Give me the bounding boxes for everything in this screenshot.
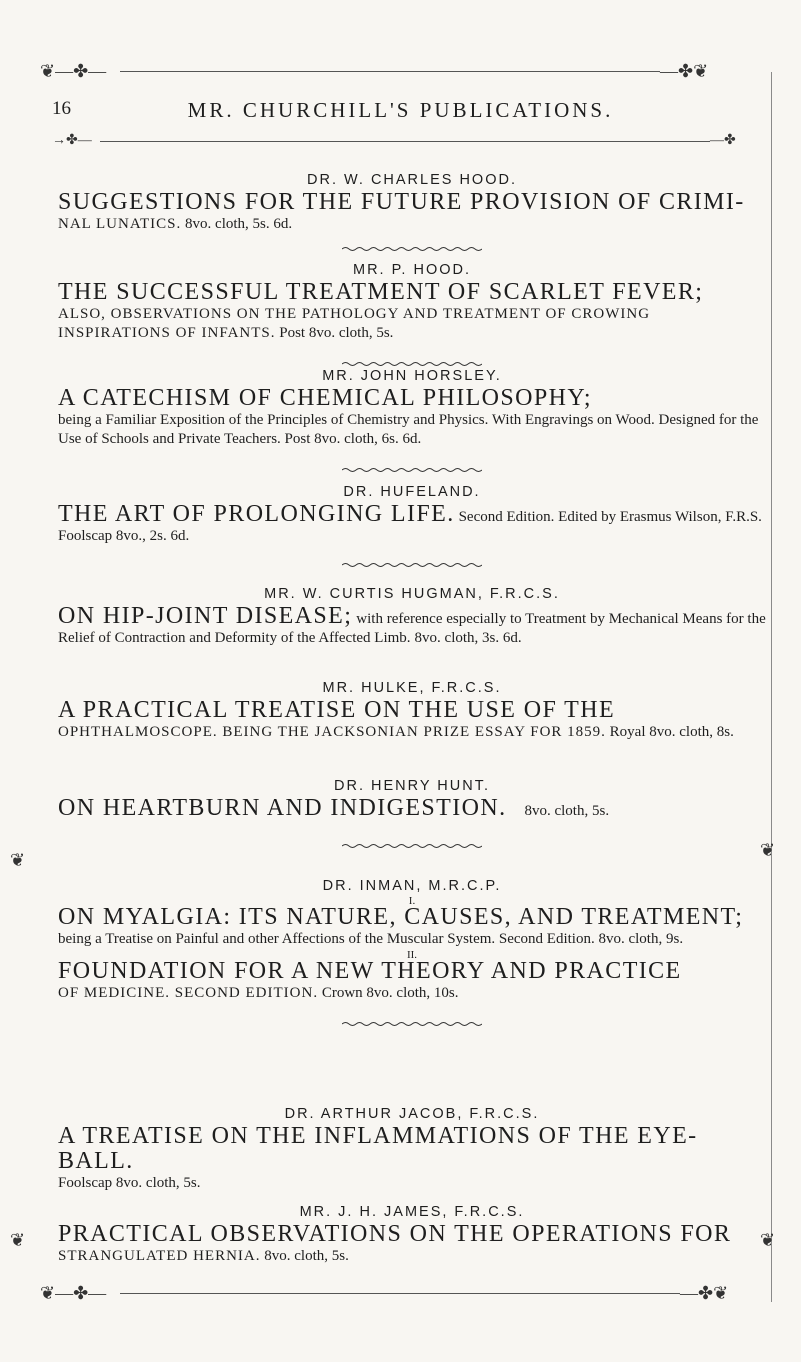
running-title: MR. CHURCHILL'S PUBLICATIONS. bbox=[187, 98, 614, 122]
entry-details: 8vo. cloth, 5s. 6d. bbox=[185, 216, 293, 233]
entry-title: ON MYALGIA: ITS NATURE, CAUSES, AND TREATMENT; bbox=[58, 904, 744, 930]
header-ornament-lower-right-icon: —✤ bbox=[710, 133, 736, 148]
page-number: 16 bbox=[52, 98, 71, 119]
entry-title-second-continued: OF MEDICINE. SECOND EDITION. bbox=[58, 985, 319, 1002]
entry-author: DR. ARTHUR JACOB, F.R.C.S. bbox=[284, 1106, 540, 1122]
entry-title-continued: Second Edition. Edited by Erasmus Wilson, F.R.S. bbox=[458, 509, 762, 525]
entry-author: MR. J. H. JAMES, F.R.C.S. bbox=[299, 1204, 525, 1220]
wavy-separator bbox=[342, 843, 482, 849]
entry-title: A TREATISE ON THE INFLAMMATIONS OF THE EYE-BALL. bbox=[58, 1123, 698, 1175]
entry-details: 8vo. cloth, 5s. bbox=[524, 803, 610, 819]
entry-james bbox=[58, 1204, 766, 1266]
entry-details: Foolscap 8vo. cloth, 5s. bbox=[58, 1175, 201, 1192]
entry-author: DR. W. CHARLES HOOD. bbox=[307, 172, 517, 188]
wavy-separator bbox=[342, 1021, 482, 1027]
entry-author: MR. P. HOOD. bbox=[353, 262, 471, 278]
entry-details-second: Crown 8vo. cloth, 10s. bbox=[321, 985, 459, 1002]
entry-author: MR. W. CURTIS HUGMAN, F.R.C.S. bbox=[264, 586, 560, 602]
entry-title-continued: ALSO, OBSERVATIONS ON THE PATHOLOGY AND TREATMENT OF CROWING INSPIRATIONS OF INFANTS. bbox=[58, 306, 651, 341]
entry-title: THE SUCCESSFUL TREATMENT OF SCARLET FEVER; bbox=[58, 279, 704, 305]
entry-title: SUGGESTIONS FOR THE FUTURE PROVISION OF CRIMI- bbox=[58, 189, 745, 215]
entry-hood-p bbox=[58, 262, 766, 367]
footer-rule bbox=[120, 1293, 680, 1294]
entry-title-continued: NAL LUNATICS. bbox=[58, 216, 182, 233]
entry-details: 8vo. cloth, 9s. bbox=[598, 931, 684, 948]
entry-roman-one: I. bbox=[408, 895, 416, 907]
entry-title-continued: STRANGULATED HERNIA. bbox=[58, 1248, 261, 1265]
entry-title-continued: being a Familiar Exposition of the Principles of Chemistry and Physics. With Engravings on Wood. Designed for the Use of Schools and Private Teachers. bbox=[58, 412, 759, 447]
entry-author: MR. HULKE, F.R.C.S. bbox=[322, 680, 502, 696]
entry-author: DR. INMAN, M.R.C.P. bbox=[322, 878, 502, 894]
header-ornament-lower-left-icon: →✤— bbox=[52, 133, 92, 148]
wavy-separator bbox=[342, 361, 482, 367]
entry-author: DR. HENRY HUNT. bbox=[334, 778, 490, 794]
entry-jacob bbox=[58, 1106, 766, 1193]
margin-ornament-left2-icon: ❦ bbox=[10, 1230, 26, 1250]
entry-details: Post 8vo. cloth, 5s. bbox=[279, 324, 394, 341]
header-ornament-right-icon: —✤❦ bbox=[660, 61, 709, 81]
wavy-separator bbox=[342, 467, 482, 473]
entry-title: ON HEARTBURN AND INDIGESTION. bbox=[58, 795, 507, 821]
entry-roman-two: II. bbox=[406, 948, 418, 961]
entry-hood-charles bbox=[58, 172, 766, 252]
entry-title: THE ART OF PROLONGING LIFE. bbox=[58, 501, 455, 527]
entry-author: MR. JOHN HORSLEY. bbox=[322, 368, 502, 384]
footer-ornament-right-icon: —✤❦ bbox=[680, 1283, 729, 1303]
entry-title: ON HIP-JOINT DISEASE; bbox=[58, 603, 353, 629]
entry-details: Post 8vo. cloth, 6s. 6d. bbox=[284, 430, 422, 447]
entry-title-continued: OPHTHALMOSCOPE. BEING THE JACKSONIAN PRIZE ESSAY FOR 1859. bbox=[58, 724, 606, 741]
header-bottom-rule bbox=[100, 141, 710, 142]
entry-hugman bbox=[58, 586, 766, 648]
entry-details: Foolscap 8vo., 2s. 6d. bbox=[58, 528, 190, 545]
entry-title-second: FOUNDATION FOR A NEW THEORY AND PRACTICE bbox=[58, 957, 682, 984]
footer-ornament-left-icon: ❦—✤— bbox=[40, 1283, 107, 1303]
entry-hufeland bbox=[58, 484, 766, 568]
wavy-separator bbox=[342, 246, 482, 252]
entry-title-continued: with reference especially to Treatment by Mechanical Means for the Relief of Contraction and Deformity of the Affected Limb. bbox=[58, 611, 766, 647]
margin-ornament-left-icon: ❦ bbox=[10, 850, 26, 870]
entry-title: A PRACTICAL TREATISE ON THE USE OF THE bbox=[58, 697, 616, 723]
entry-hunt bbox=[58, 778, 766, 849]
entry-hulke bbox=[58, 680, 766, 742]
entry-inman bbox=[58, 878, 766, 1027]
entry-details: 8vo. cloth, 5s. bbox=[264, 1248, 349, 1265]
entry-title: A CATECHISM OF CHEMICAL PHILOSOPHY; bbox=[58, 385, 592, 411]
right-margin-rule bbox=[771, 72, 772, 1302]
header-top-rule bbox=[120, 71, 660, 72]
entry-title-continued: being a Treatise on Painful and other Affections of the Muscular System. Second Edition. bbox=[58, 931, 595, 948]
margin-ornament-right-icon: ❦ bbox=[760, 840, 776, 860]
header-ornament-left-icon: ❦—✤— bbox=[40, 61, 107, 81]
margin-ornament-right2-icon: ❦ bbox=[760, 1230, 776, 1250]
entry-title: PRACTICAL OBSERVATIONS ON THE OPERATIONS FOR bbox=[58, 1221, 732, 1247]
entry-author: DR. HUFELAND. bbox=[343, 484, 481, 500]
entry-details: Royal 8vo. cloth, 8s. bbox=[609, 724, 734, 741]
entry-details: 8vo. cloth, 3s. 6d. bbox=[414, 630, 522, 647]
entry-horsley bbox=[58, 368, 766, 473]
wavy-separator bbox=[342, 562, 482, 568]
